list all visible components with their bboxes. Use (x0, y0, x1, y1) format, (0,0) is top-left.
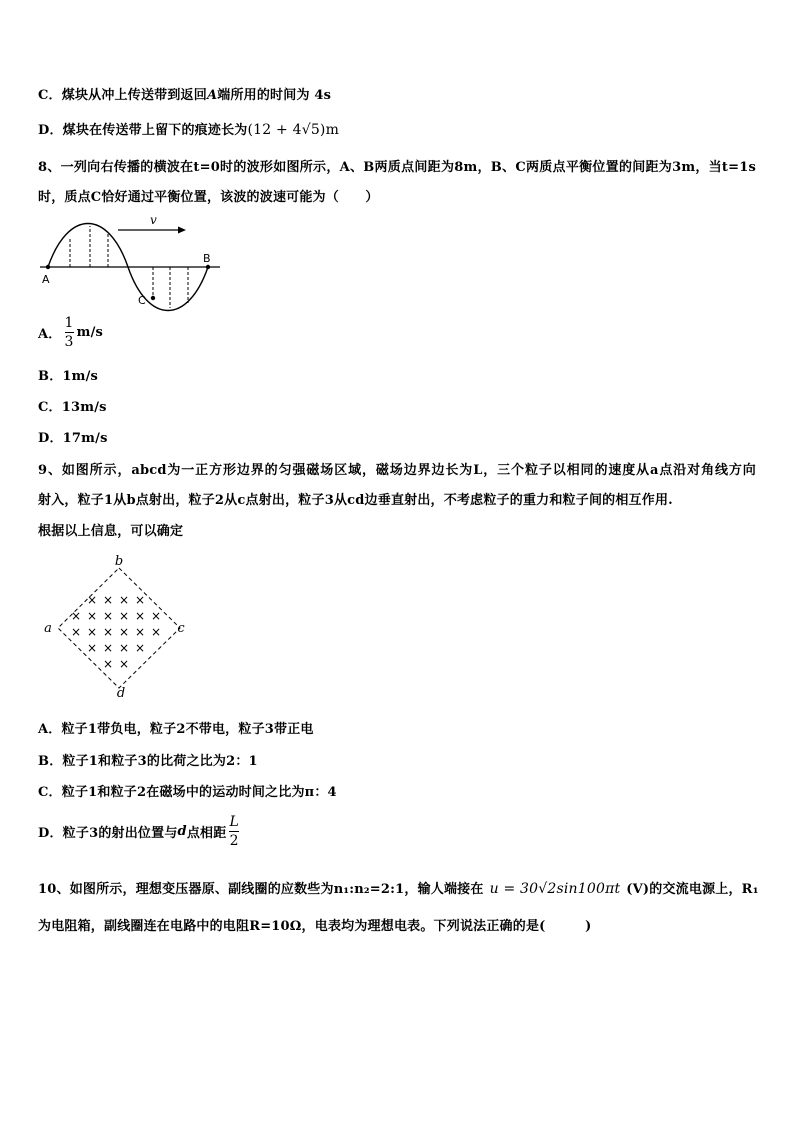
q9-label-d: d (116, 686, 126, 700)
field-cross-mark: × (86, 609, 98, 623)
q8-wave-figure (38, 212, 228, 316)
q7-option-c (38, 84, 331, 103)
field-cross-mark: × (102, 657, 114, 671)
q9-label-c: c (177, 621, 185, 636)
field-cross-mark: × (102, 593, 114, 607)
field-cross-mark: × (134, 641, 146, 655)
q8-option-a-prefix: A． (38, 327, 62, 342)
field-cross-mark: × (118, 657, 130, 671)
q7-option-c-text: C．煤块从冲上传送带到返回 (38, 88, 207, 103)
q10-voltage-formula: u = 30√2sin100πt (489, 881, 621, 897)
q9-option-d-fraction (229, 815, 239, 848)
field-cross-mark: × (134, 609, 146, 623)
q9-option-d-prefix: D．粒子3的射出位置与 (38, 826, 178, 841)
q9-label-b: b (114, 554, 124, 569)
q8-option-c: C．13m/s (38, 400, 107, 415)
q9-field-crosses (71, 593, 161, 671)
q8-option-a-unit: m/s (76, 325, 104, 340)
q8-option-d: D．17m/s (38, 431, 108, 446)
q7-option-c-tail: 端所用的时间为 4s (217, 88, 332, 103)
field-cross-mark: × (118, 641, 130, 655)
field-cross-mark: × (86, 593, 98, 607)
field-cross-mark: × (86, 641, 98, 655)
q10-stem-line2: 为电阻箱，副线圈连在电路中的电阻R=10Ω，电表均为理想电表。下列说法正确的是( ) (38, 919, 592, 934)
q9-stem-line2: 射入，粒子1从b点射出，粒子2从c点射出，粒子3从cd边垂直射出，不考虑粒子的重力和粒子间的相互作用. (38, 493, 673, 508)
q8-label-b: B (203, 252, 211, 265)
field-cross-mark: × (150, 609, 162, 623)
q8-label-c: C (138, 294, 146, 307)
q8-stem-line1: 8、一列向右传播的横波在t=0时的波形如图所示，A、B两质点间距为8m，B、C两质点平衡位置的间距为3m，当t=1s (38, 160, 756, 175)
q8-point-b-dot (206, 265, 210, 269)
field-cross-mark: × (102, 609, 114, 623)
field-cross-mark: × (70, 609, 82, 623)
q9-option-d-denominator: 2 (229, 833, 239, 849)
q8-point-a-dot (46, 265, 50, 269)
q9-option-d-var: d (177, 824, 187, 839)
q7-option-d-text: D．煤块在传送带上留下的痕迹长为 (38, 123, 248, 138)
q8-option-a-denominator: 3 (64, 334, 74, 350)
q9-option-d-numerator: L (229, 814, 239, 830)
q9-option-d (38, 815, 242, 848)
q9-stem-line3: 根据以上信息，可以确定 (38, 524, 184, 539)
field-cross-mark: × (86, 625, 98, 639)
field-cross-mark: × (134, 625, 146, 639)
q8-option-a-fraction (65, 316, 74, 349)
field-cross-mark: × (70, 625, 82, 639)
q8-option-a-numerator: 1 (64, 315, 74, 331)
q7-option-c-var: A (206, 88, 218, 103)
q8-arrow-head (178, 227, 186, 234)
field-cross-mark: × (118, 625, 130, 639)
q8-label-a: A (42, 273, 50, 286)
q8-stem-line2: 时，质点C恰好通过平衡位置，该波的波速可能为（ ） (38, 190, 379, 205)
field-cross-mark: × (150, 625, 162, 639)
q10-stem-line1-a: 10、如图所示，理想变压器原、副线圈的应数些为n₁:n₂=2:1，输人端接在 (38, 882, 484, 897)
q8-point-c-dot (151, 296, 155, 300)
q9-magnetic-field-figure (40, 554, 200, 700)
q9-option-c: C．粒子1和粒子2在磁场中的运动时间之比为π：4 (38, 785, 337, 800)
field-cross-mark: × (102, 641, 114, 655)
q8-option-a (38, 316, 103, 349)
q7-option-d-math: (12 + 4√5)m (247, 122, 340, 138)
q7-option-d (38, 119, 339, 138)
q8-option-b: B．1m/s (38, 369, 99, 384)
q8-velocity-label: v (150, 213, 157, 227)
q9-option-b: B．粒子1和粒子3的比荷之比为2：1 (38, 754, 258, 769)
field-cross-mark: × (134, 593, 146, 607)
q9-option-d-mid: 点相距 (186, 826, 227, 841)
q10-stem-line1-b: (V)的交流电源上，R₁ (626, 882, 759, 897)
field-cross-mark: × (118, 609, 130, 623)
field-cross-mark: × (118, 593, 130, 607)
q9-label-a: a (44, 621, 52, 636)
field-cross-mark: × (102, 625, 114, 639)
q9-stem-line1: 9、如图所示，abcd为一正方形边界的匀强磁场区域，磁场边界边长为L，三个粒子以相同的速度从a点沿对角线方向 (38, 463, 756, 478)
q10-stem-line1 (38, 878, 759, 897)
q9-option-a: A．粒子1带负电，粒子2不带电，粒子3带正电 (38, 722, 314, 737)
